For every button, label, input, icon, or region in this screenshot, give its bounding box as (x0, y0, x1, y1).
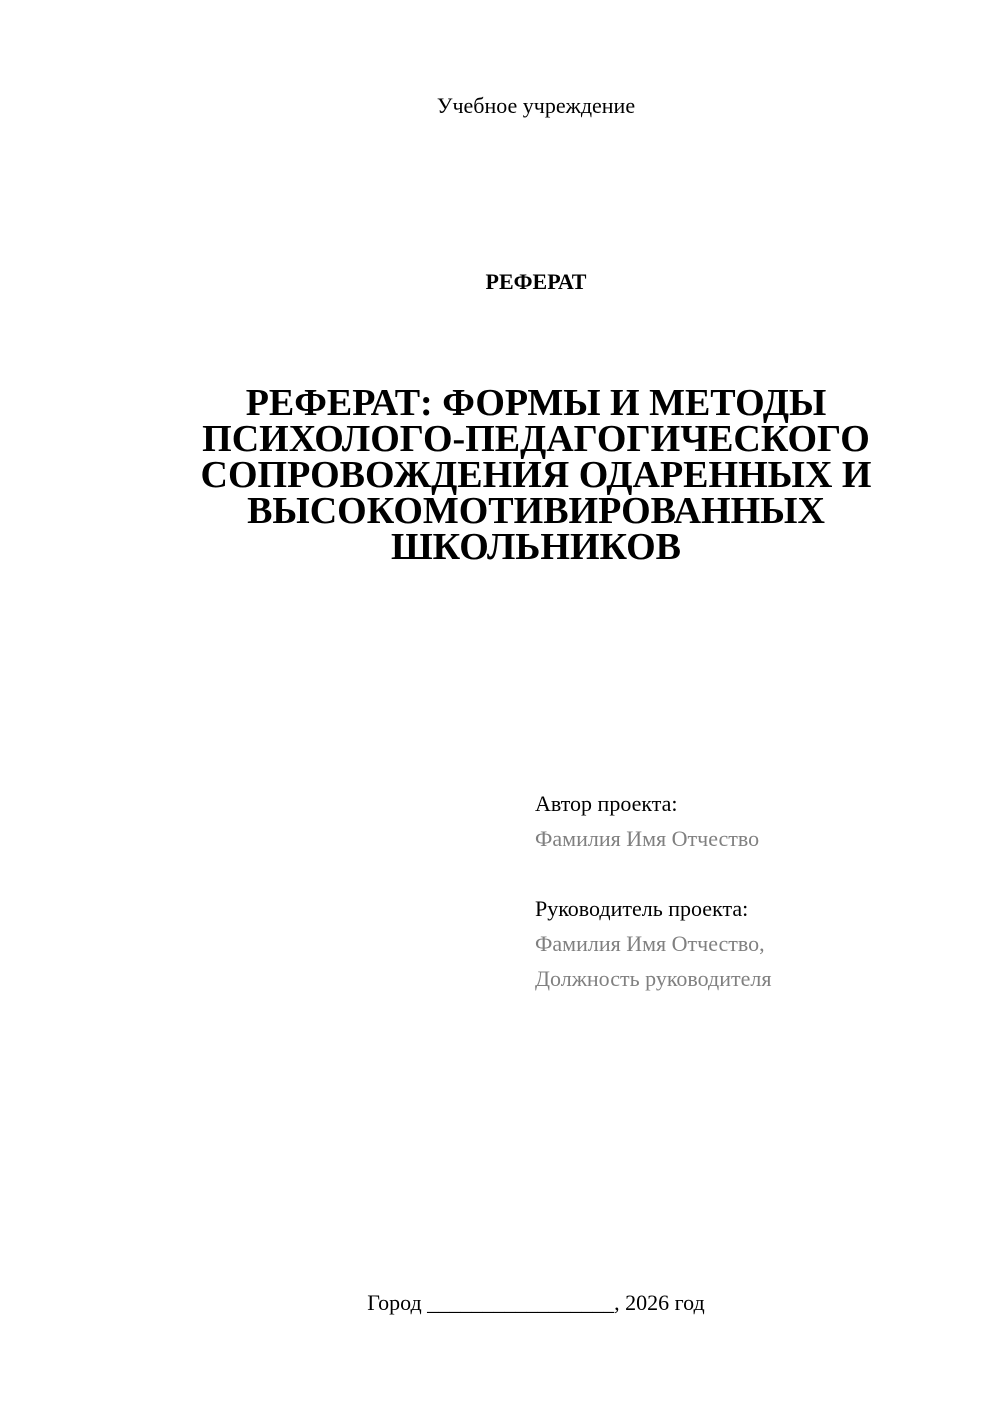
supervisor-name: Фамилия Имя Отчество, (535, 931, 765, 956)
supervisor-label: Руководитель проекта: (535, 896, 749, 921)
supervisor-position: Должность руководителя (535, 966, 772, 991)
author-label: Автор проекта: (535, 791, 678, 816)
author-name: Фамилия Имя Отчество (535, 826, 760, 851)
institution-name: Учебное учреждение (436, 93, 636, 118)
document-title: РЕФЕРАТ: ФОРМЫ И МЕТОДЫ ПСИХОЛОГО-ПЕДАГОГИЧЕСКОГО СОПРОВОЖДЕНИЯ ОДАРЕННЫХ И ВЫСОКОМОТИВИРОВАННЫХ ШКОЛЬНИКОВ (200, 382, 872, 568)
author-block (535, 786, 935, 856)
city-year-footer: Город _________________, 2026 год (367, 1290, 705, 1315)
supervisor-block (535, 891, 935, 996)
document-type-label: РЕФЕРАТ (485, 269, 587, 294)
